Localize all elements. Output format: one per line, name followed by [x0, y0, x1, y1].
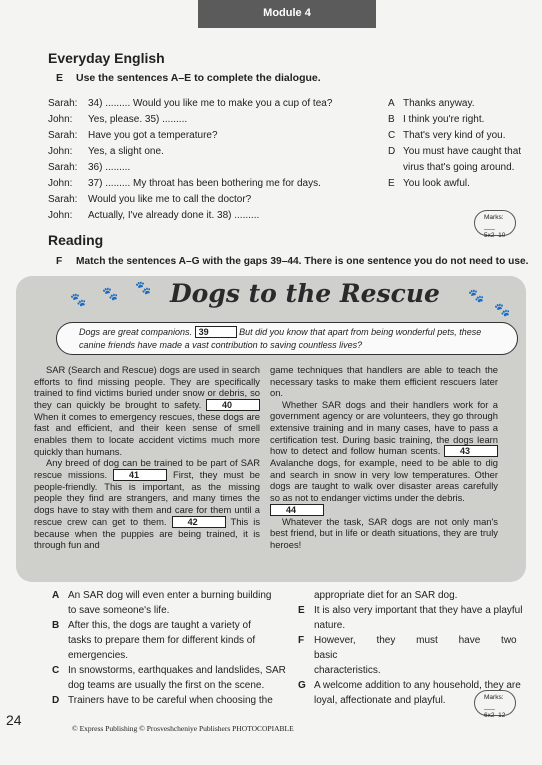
option [388, 112, 538, 128]
answer-text: A welcome addition to any household, they are [314, 680, 521, 691]
answer-key: E [298, 605, 305, 616]
answer-line [52, 603, 292, 618]
gap-44[interactable] [270, 504, 324, 516]
option-text: You must have caught that [403, 146, 522, 157]
paragraph [270, 399, 498, 516]
paw-icon: 🐾 [70, 292, 87, 307]
answer-text: After this, the dogs are taught a variety of [68, 620, 251, 631]
answer-key [298, 618, 314, 633]
gap-39[interactable] [195, 326, 237, 338]
answer-line [52, 618, 292, 633]
dialogue-line [48, 160, 388, 176]
paw-icon: 🐾 [494, 302, 511, 317]
answer-key: F [298, 635, 305, 646]
dialogue-line [48, 96, 388, 112]
answer-text: Trainers have to be careful when choosing the [68, 695, 273, 706]
marks-label: Marks: [484, 694, 504, 701]
answer-text: emergencies. [68, 650, 129, 661]
answer-line [298, 633, 534, 663]
line: 37) ......... My throat has been bothering me for days. [88, 178, 321, 189]
dialogue-line [48, 176, 388, 192]
dialogue-line [48, 144, 388, 160]
answer-text: An SAR dog will even enter a burning building [68, 590, 272, 601]
answer-line [298, 663, 534, 678]
speaker: Sarah: [48, 162, 78, 173]
line: 36) ......... [88, 162, 131, 173]
footer-copyright: © Express Publishing © Prosveshcheniye Publishers PHOTOCOPIABLE [72, 724, 294, 733]
answer-text: nature. [314, 620, 346, 631]
option-key: C [388, 130, 396, 141]
speaker: John: [48, 146, 73, 157]
option-text: Thanks anyway. [403, 98, 475, 109]
answer-key [52, 603, 68, 618]
answer-key [298, 663, 314, 678]
paragraph: game techniques that handlers are able to teach the necessary tasks to make them efficient rescuers later on. [270, 364, 498, 399]
line: 34) ......... Would you like me to make you a cup of tea? [88, 98, 333, 109]
dialogue-line [48, 128, 388, 144]
article-title: Dogs to the Rescue [170, 279, 440, 308]
gap-number: 41 [129, 469, 140, 480]
answer-key: D [52, 695, 60, 706]
options-list [388, 96, 538, 192]
answer-line [52, 678, 292, 693]
line: Yes, a slight one. [88, 146, 164, 157]
answer-line [52, 693, 292, 708]
option-text: That's very kind of you. [403, 130, 506, 141]
article-column-left [34, 364, 260, 551]
option [388, 176, 538, 192]
option-key: B [388, 114, 395, 125]
option [388, 144, 538, 160]
task-text: Match the sentences A–G with the gaps 39–44. There is one sentence you do not need to use. [76, 256, 529, 267]
article-column-right [270, 364, 498, 550]
dialogue-line [48, 112, 388, 128]
task-letter: E [56, 72, 64, 84]
marks-total: 10 [498, 232, 506, 239]
answers-left [52, 588, 292, 708]
gap-number: 44 [286, 504, 297, 515]
text: This is because when the puppies are being trained, it is through fun and [34, 515, 261, 551]
marks-label: Marks: [484, 214, 504, 221]
answer-key: G [298, 680, 306, 691]
line: Yes, please. 35) ......... [88, 114, 188, 125]
reading-heading: Reading [48, 232, 104, 248]
answer-line [52, 663, 292, 678]
speaker: John: [48, 114, 73, 125]
page-number: 24 [6, 712, 22, 728]
text: Whether SAR dogs and their handlers work for a government agency or are volunteers, they go through extensive training and in many cases, have to pass a certification test. During basic training, the dogs learn how to detect and follow human scents. [270, 398, 498, 457]
task-e [56, 72, 321, 84]
module-tab: Module 4 [198, 0, 376, 28]
dialogue-line [48, 208, 388, 224]
marks-calc: 5x2 [484, 232, 495, 239]
answer-text: dog teams are usually the first on the scene. [68, 680, 265, 691]
gap-number: 40 [221, 399, 232, 410]
gap-42[interactable] [172, 516, 226, 528]
answer-line [52, 648, 292, 663]
text: Avalanche dogs, for example, need to be able to dig and search in snow in very low temperatures. Other dogs are taught to walk over disaster areas carefully so as not to endanger victims under the debris. [270, 457, 498, 503]
paragraph: Whatever the task, SAR dogs are not only man's best friend, but in life or death situations, they are truly heroes! [270, 515, 498, 550]
gap-number: 42 [187, 516, 198, 527]
answer-text: appropriate diet for an SAR dog. [314, 590, 458, 601]
answer-text: tasks to prepare them for different kinds of [68, 635, 256, 646]
marks-total: 12 [498, 712, 506, 719]
option-key: E [388, 178, 395, 189]
answer-text: However, they must have two basic [314, 635, 517, 661]
task-f [56, 256, 529, 267]
option-text: I think you're right. [403, 114, 485, 125]
marks-calc: 6x2 [484, 712, 495, 719]
option-text: You look awful. [403, 178, 470, 189]
speaker: Sarah: [48, 130, 78, 141]
answer-key [52, 678, 68, 693]
speaker: Sarah: [48, 98, 78, 109]
answer-key: C [52, 665, 60, 676]
answer-line [52, 633, 292, 648]
answer-text: loyal, affectionate and playful. [314, 695, 446, 706]
gap-40[interactable] [206, 399, 260, 411]
option [388, 160, 538, 176]
option-text: virus that's going around. [403, 162, 515, 173]
option-key: D [388, 146, 396, 157]
answer-text: characteristics. [314, 665, 381, 676]
speaker: John: [48, 210, 73, 221]
paragraph [34, 457, 260, 551]
line: Would you like me to call the doctor? [88, 194, 252, 205]
answer-key: B [52, 620, 60, 631]
answer-text: to save someone's life. [68, 605, 170, 616]
text: Any breed of dog can be trained to be part of SAR rescue missions. [34, 457, 260, 480]
everyday-heading: Everyday English [48, 50, 165, 66]
answer-line [298, 603, 534, 618]
answer-line [298, 588, 534, 603]
line: Have you got a temperature? [88, 130, 218, 141]
answer-key [52, 633, 68, 648]
answer-line [298, 618, 534, 633]
answer-key [298, 588, 314, 603]
paragraph [34, 364, 260, 457]
gap-43[interactable] [444, 445, 498, 457]
answer-key: A [52, 590, 60, 601]
paw-icon: 🐾 [135, 280, 152, 295]
option-key: A [388, 98, 395, 109]
task-letter: F [56, 256, 63, 267]
line: Actually, I've already done it. 38) ......... [88, 210, 260, 221]
paw-icon: 🐾 [468, 288, 485, 303]
option [388, 96, 538, 112]
marks-box-e: Marks: ___ 5x2 10 [474, 210, 516, 236]
option-key [388, 160, 403, 176]
answer-key [52, 648, 68, 663]
dialogue-line [48, 192, 388, 208]
answer-text: It is also very important that they have a playful [314, 605, 523, 616]
intro-text: But did you know that apart from being wonderful pets, these canine friends have made a vast contribution to saving countless lives? [79, 327, 482, 350]
dialogue [48, 96, 388, 224]
answer-line [52, 588, 292, 603]
text: When it comes to emergency rescues, these dogs are fast and efficient, and their keen sense of smell enables them to locate accident victims much more quickly than humans. [34, 410, 260, 457]
paw-icon: 🐾 [102, 286, 119, 301]
task-text: Use the sentences A–E to complete the dialogue. [76, 72, 321, 84]
marks-box-f: Marks: ___ 6x2 12 [474, 690, 516, 716]
article-intro [56, 322, 518, 355]
answer-key [298, 693, 314, 708]
text: SAR (Search and Rescue) dogs are used in search efforts to find missing people. They are specifically trained to find victims buried under snow or debris, so they can quickly be brought to safety. [34, 364, 260, 410]
gap-number: 39 [198, 327, 209, 337]
option [388, 128, 538, 144]
speaker: John: [48, 178, 73, 189]
gap-41[interactable] [113, 469, 167, 481]
gap-number: 43 [459, 446, 470, 457]
text: First, they must be people-friendly. This is important, as the missing people they find are strangers, and many times the dogs have to stay with them and care for them until a rescue crew can get to them. [34, 468, 261, 527]
intro-text: Dogs are great companions. [79, 327, 193, 337]
speaker: Sarah: [48, 194, 78, 205]
answer-text: In snowstorms, earthquakes and landslides, SAR [68, 665, 286, 676]
